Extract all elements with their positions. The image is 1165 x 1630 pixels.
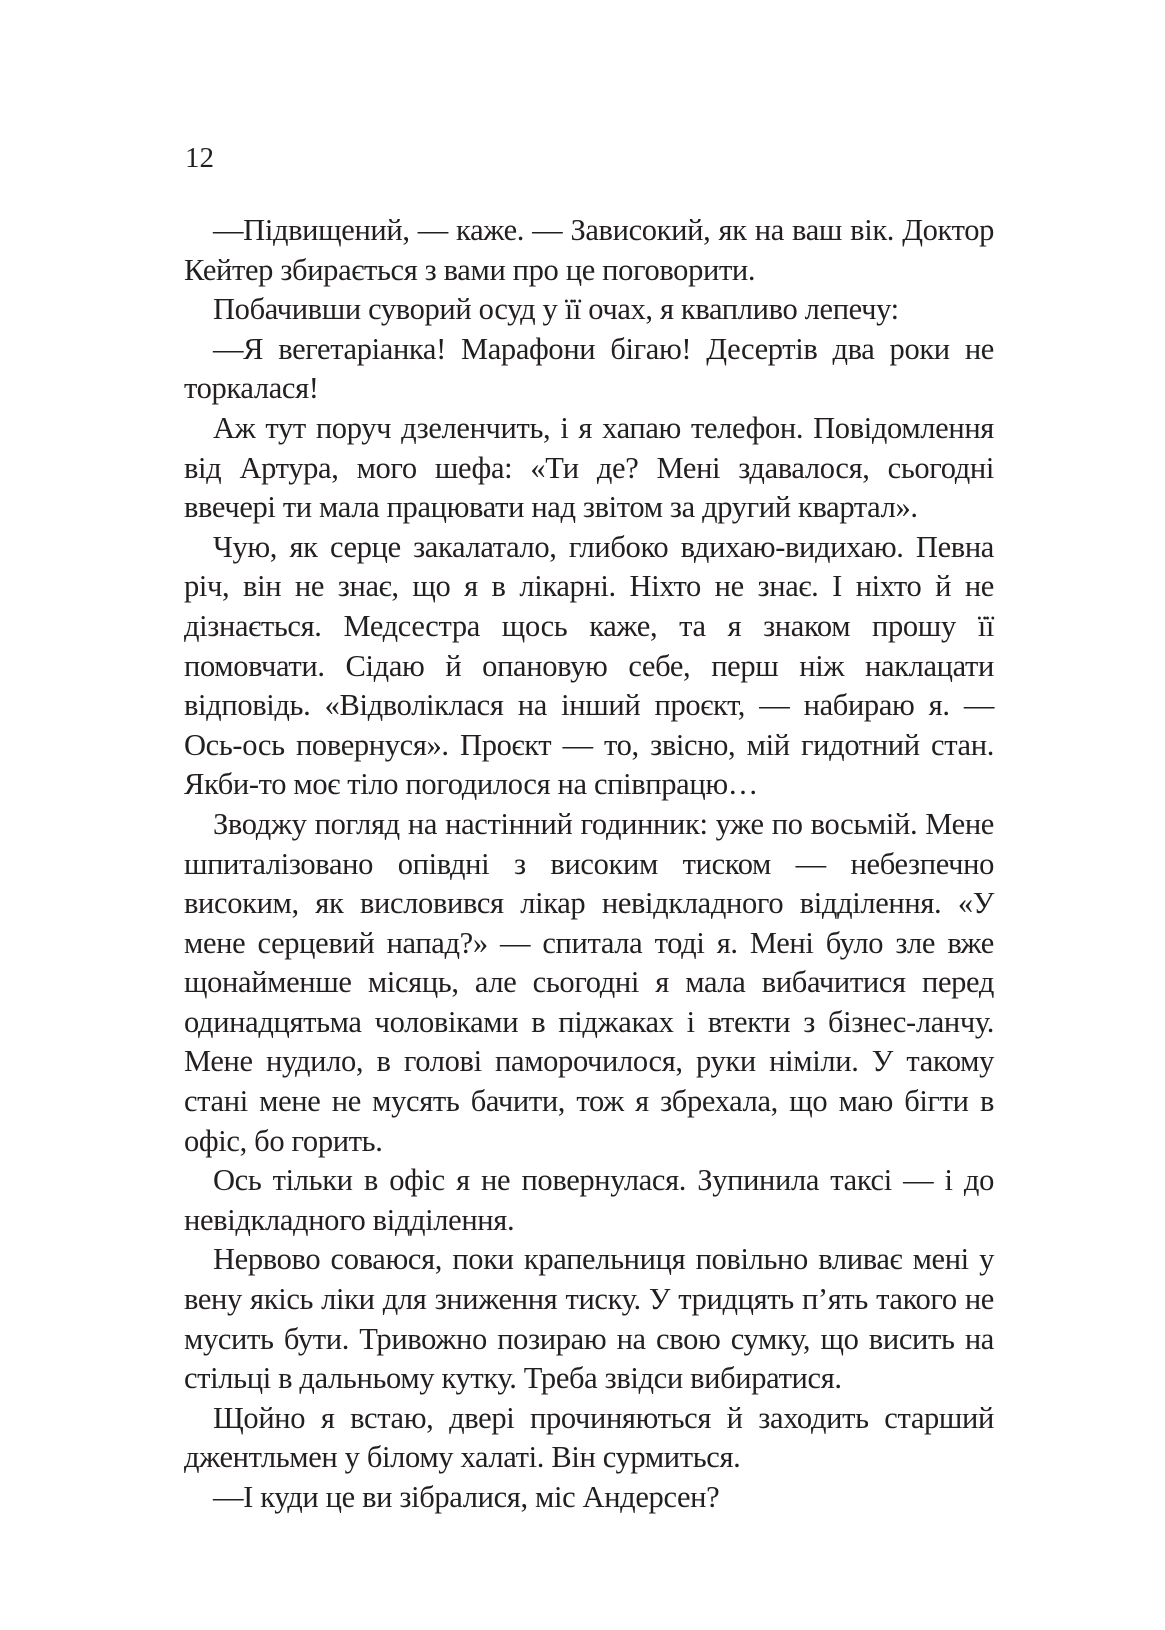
page-number: 12 (185, 142, 214, 174)
paragraph: Чую, як серце закалатало, глибоко вдихаю-видихаю. Певна річ, він не знає, що я в лікарні. Ніхто не знає. І ніхто й не дізнається. Медсестра щось каже, та я знаком прошу її помовчати. Сідаю й опановую себе, перш ніж наклацати відповідь. «Відволіклася на інший проєкт, — набираю я. — Ось-ось повернуся». Проєкт — то, звісно, мій гидотний стан. Якби-то моє тіло погодилося на співпрацю… (184, 529, 994, 802)
paragraph: —І куди це ви зібралися, міс Андерсен? (213, 1480, 720, 1514)
paragraph: Нервово соваюся, поки крапельниця повільно вливає мені у вену якісь ліки для зниження тиску. У тридцять п’ять такого не мусить бути. Тривожно позираю на свою сумку, що висить на стільці в дальньому кутку. Треба звідси вибиратися. (184, 1242, 994, 1396)
paragraph: —Я вегетаріанка! Марафони бігаю! Десертів два роки не торкалася! (184, 331, 994, 406)
paragraph: Аж тут поруч дзеленчить, і я хапаю телефон. Повідомлення від Артура, мого шефа: «Ти де? Мені здавалося, сьогодні ввечері ти мала працювати над звітом за другий квартал». (184, 410, 994, 525)
paragraph: Зводжу погляд на настінний годинник: уже по восьмій. Мене шпиталізовано опівдні з високим тиском — небезпечно високим, як висловився лікар невідкладного відділення. «У мене серцевий напад?» — спитала тоді я. Мені було зле вже щонайменше місяць, але сьогодні я мала вибачитися перед одинадцятьма чоловіками в піджаках і втекти з бізнес-ланчу. Мене нудило, в голові паморочилося, руки німіли. У такому стані мене не мусять бачити, тож я збрехала, що маю бігти в офіс, бо горить. (184, 806, 994, 1158)
paragraph: Щойно я встаю, двері прочиняються й заходить старший джентльмен у білому халаті. Він сурмиться. (184, 1400, 994, 1475)
body-text (184, 211, 994, 1518)
paragraph: Побачивши суворий осуд у її очах, я квапливо лепечу: (213, 292, 899, 327)
paragraph: Ось тільки в офіс я не повернулася. Зупинила таксі — і до невідкладного відділення. (184, 1163, 994, 1237)
paragraph: —Підвищений, — каже. — Зависокий, як на ваш вік. Доктор Кейтер збирається з вами про це поговорити. (184, 213, 994, 287)
